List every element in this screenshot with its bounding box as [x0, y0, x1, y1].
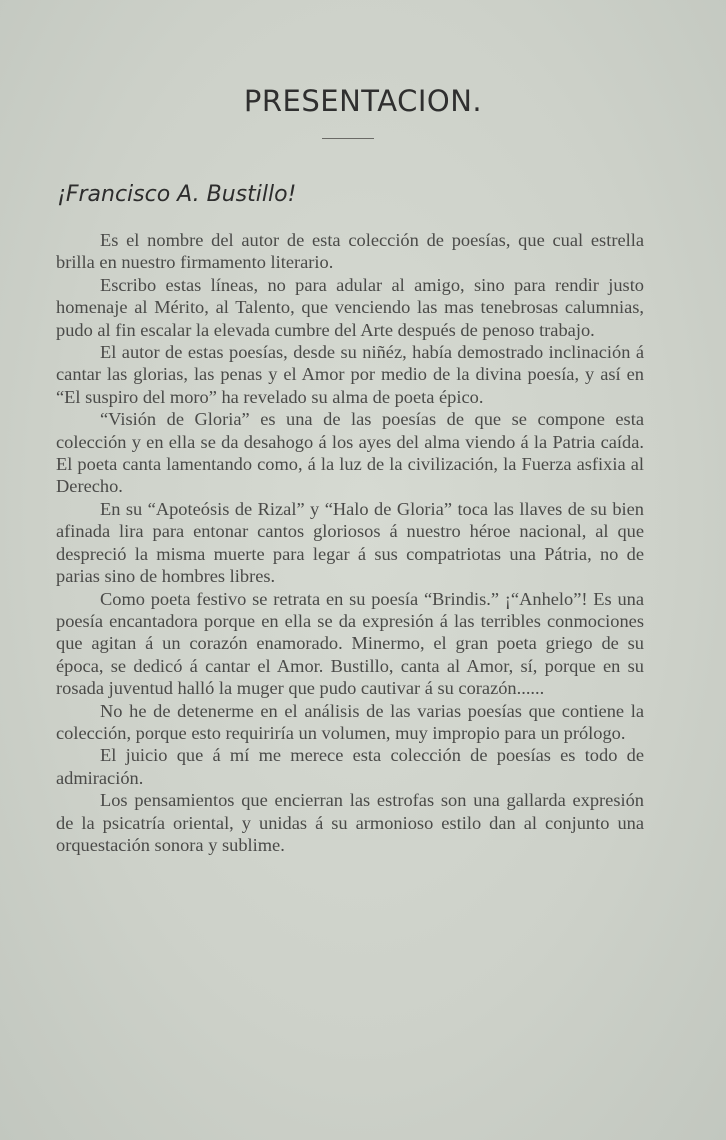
paragraph: Es el nombre del autor de esta colección de poesías, que cual estrella brilla en nuestro firmamento literario.	[56, 230, 644, 273]
paragraph: No he de detenerme en el análisis de las varias poesías que contiene la colección, porque esto requiriría un volumen, muy impropio para un prólogo.	[56, 700, 644, 743]
paragraph: Los pensamientos que encierran las estrofas son una gallarda expresión de la psicatría oriental, y unidas á su armonioso estilo dan al conjunto una orquestación sonora y sublime.	[56, 790, 644, 855]
paragraph: Escribo estas líneas, no para adular al amigo, sino para rendir justo homenaje al Mérito, al Talento, que venciendo las mas tenebrosas calumnias, pudo al fin escalar la elevada cumbre del Arte después de penoso trabajo.	[56, 274, 644, 340]
page-title: PRESENTACION.	[243, 84, 483, 118]
title-divider	[322, 138, 374, 139]
body-text	[56, 229, 644, 856]
author-heading: ¡Francisco A. Bustillo!	[57, 182, 297, 207]
paragraph: El juicio que á mí me merece esta colección de poesías es todo de admiración.	[56, 745, 644, 788]
paragraph: En su “Apoteósis de Rizal” y “Halo de Gloria” toca las llaves de su bien afinada lira para entonar cantos gloriosos á nuestro héroe nacional, al que despreció la misma muerte para legar á sus compatriotas una Pátria, no de parias sino de hombres libres.	[56, 498, 644, 587]
paragraph: “Visión de Gloria” es una de las poesías de que se compone esta colección y en ella se da desahogo á los ayes del alma viendo á la Patria caída. El poeta canta lamentando como, á la luz de la civilización, la Fuerza asfixia al Derecho.	[56, 409, 644, 497]
paragraph: El autor de estas poesías, desde su niñéz, había demostrado inclinación á cantar las glorias, las penas y el Amor por medio de la divina poesía, y así en “El suspiro del moro” ha revelado su alma de poeta épico.	[56, 342, 644, 407]
paragraph: Como poeta festivo se retrata en su poesía “Brindis.” ¡“Anhelo”! Es una poesía encantadora porque en ella se da expresión á las terribles conmociones que agitan á un corazón enamorado. Minermo, el gran poeta griego de su época, se dedicó á cantar el Amor. Bustillo, canta al Amor, sí, porque en su rosada juventud halló la muger que pudo cautivar á su corazón......	[56, 588, 644, 699]
